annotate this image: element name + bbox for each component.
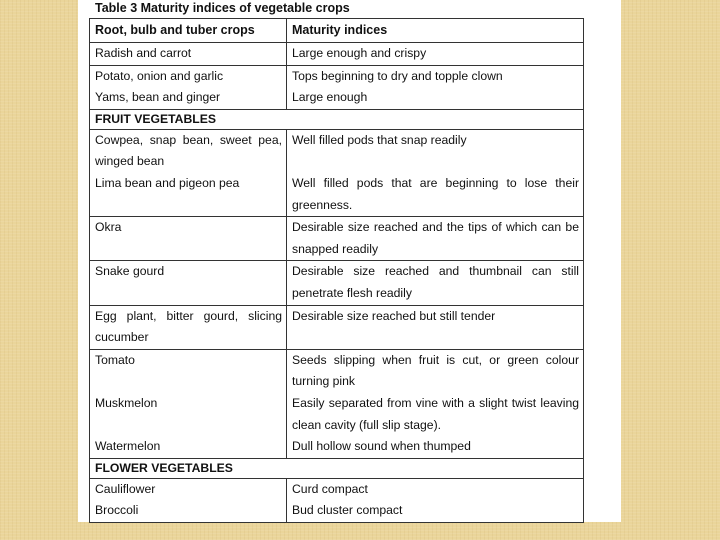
eggplant-crop-cell [90,305,287,349]
index-label: greenness. [292,197,353,212]
crop-label: Watermelon [95,439,161,454]
okra-crop-cell [90,217,287,261]
maturity-indices-table [89,18,584,523]
index-label: Desirable size reached and the tips of which can be [292,220,579,235]
index-label: Seeds slipping when fruit is cut, or green colour [292,352,579,367]
crop-label: Muskmelon [95,395,158,410]
pods-crops-cell [90,129,287,216]
table-row-flower [90,478,584,522]
header-index-cell: Maturity indices [287,19,584,43]
table-row-eggplant [90,305,584,349]
index-label: Large enough [292,90,368,105]
table-row-okra [90,217,584,261]
index-label: penetrate flesh readily [292,285,412,300]
crop-label: Okra [95,220,122,235]
crop-label: Egg plant, bitter gourd, slicing [95,308,282,323]
flower-indices-cell [287,478,584,522]
melons-indices-cell [287,349,584,458]
table-row-gourd [90,261,584,305]
index-label: Desirable size reached and thumbnail can still [292,264,579,279]
flower-crops-cell [90,478,287,522]
crop-label: cucumber [95,330,149,345]
crop-label: Potato, onion and garlic [90,65,286,88]
table-header-row [90,19,584,43]
index-label: clean cavity (full slip stage). [292,417,442,432]
section-heading-flower: FLOWER VEGETABLES [90,458,584,478]
index-label: Easily separated from vine with a slight twist leaving [292,395,579,410]
gourd-crop-cell [90,261,287,305]
header-crop-cell: Root, bulb and tuber crops [90,19,287,43]
document-page [78,0,621,522]
index-label: turning pink [292,374,356,389]
section-row-fruit [90,109,584,129]
index-label: Curd compact [292,481,368,496]
index-label: Dull hollow sound when thumped [292,439,471,454]
eggplant-index-cell [287,305,584,349]
table-caption: Table 3 Maturity indices of vegetable crops [95,1,350,15]
pods-indices-cell [287,129,584,216]
melons-crops-cell [90,349,287,458]
crop-label: Snake gourd [95,264,165,279]
index-label: Well filled pods that snap readily [292,132,467,147]
table-row-pods [90,129,584,216]
index-label: Well filled pods that are beginning to lose their [292,175,579,190]
table-row-root [90,43,584,110]
index-label: Tops beginning to dry and topple clown [287,65,583,88]
section-row-flower [90,458,584,478]
index-label: Large enough and crispy [292,46,427,60]
root-indices-cell [287,43,584,110]
crop-label: Yams, bean and ginger [95,90,221,105]
crop-label: Broccoli [95,503,139,518]
root-crops-cell [90,43,287,110]
okra-index-cell [287,217,584,261]
gourd-index-cell [287,261,584,305]
table-row-melons [90,349,584,458]
section-heading-fruit: FRUIT VEGETABLES [90,109,584,129]
crop-label: Radish and carrot [95,46,192,60]
crop-label: Cauliflower [95,481,156,496]
crop-label: Tomato [95,352,135,367]
index-label: Desirable size reached but still tender [292,308,496,323]
crop-label: winged bean [95,154,165,169]
index-label: snapped readily [292,241,379,256]
index-label: Bud cluster compact [292,503,403,518]
crop-label: Cowpea, snap bean, sweet pea, [95,132,282,147]
crop-label: Lima bean and pigeon pea [95,175,240,190]
